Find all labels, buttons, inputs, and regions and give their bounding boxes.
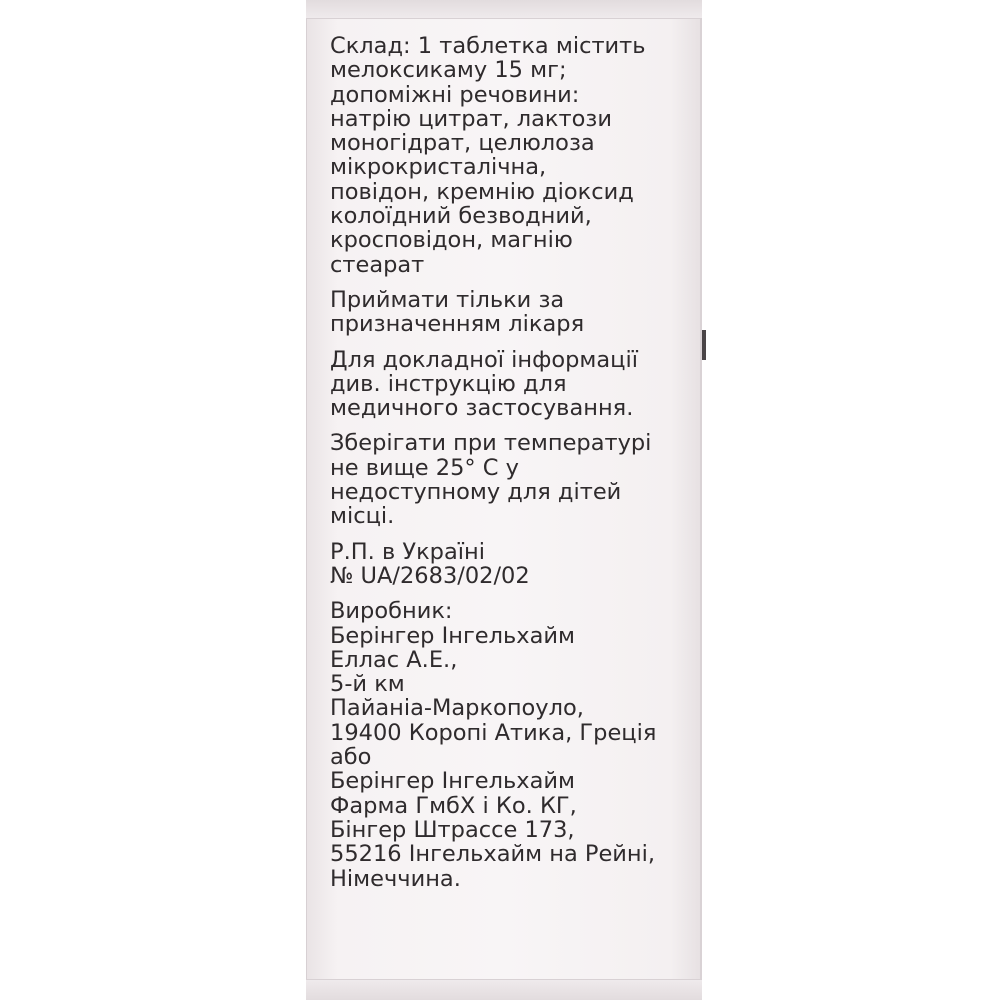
manufacturer-line: Пайаніа-Маркопоуло, xyxy=(330,695,584,722)
package-text xyxy=(330,34,694,902)
manufacturer-line: 19400 Коропі Атика, Греція xyxy=(330,719,657,746)
composition-line: моногідрат, целюлоза xyxy=(330,130,595,157)
prescription-line: Приймати тільки за xyxy=(330,286,565,313)
prescription-section xyxy=(330,288,694,337)
composition-line: кросповідон, магнію xyxy=(330,227,573,254)
manufacturer-line: 5-й км xyxy=(330,671,405,698)
info-section xyxy=(330,348,694,421)
info-line: медичного застосування. xyxy=(330,395,634,422)
manufacturer-line: Фарма ГмбХ і Ко. КГ, xyxy=(330,792,577,819)
manufacturer-line: Берінгер Інгельхайм xyxy=(330,768,575,795)
storage-line: не вище 25° С у xyxy=(330,454,519,481)
composition-line: допоміжні речовини: xyxy=(330,81,580,108)
composition-section xyxy=(330,34,694,277)
manufacturer-line: Еллас А.Е., xyxy=(330,646,458,673)
storage-line: місці. xyxy=(330,503,395,530)
storage-line: Зберігати при температурі xyxy=(330,430,652,457)
registration-number: № UA/2683/02/02 xyxy=(330,562,530,589)
composition-line: Склад: 1 таблетка містить xyxy=(330,33,646,59)
manufacturer-line: або xyxy=(330,744,372,771)
info-line: див. інструкцію для xyxy=(330,370,567,397)
registration-section xyxy=(330,540,694,589)
manufacturer-section xyxy=(330,599,694,891)
medicine-box-side-panel xyxy=(306,0,702,1000)
manufacturer-line: Бінгер Штрассе 173, xyxy=(330,816,575,843)
info-line: Для докладної інформації xyxy=(330,346,638,373)
manufacturer-line: 55216 Інгельхайм на Рейні, xyxy=(330,841,656,868)
composition-line: мелоксикаму 15 мг; xyxy=(330,57,567,84)
box-bottom-flap xyxy=(306,979,702,1000)
prescription-line: призначенням лікаря xyxy=(330,311,585,338)
manufacturer-heading: Виробник: xyxy=(330,598,453,625)
box-edge-shadow xyxy=(702,330,706,360)
registration-line: Р.П. в Україні xyxy=(330,538,485,565)
manufacturer-line: Німеччина. xyxy=(330,865,461,892)
composition-line: повідон, кремнію діоксид xyxy=(330,178,634,205)
composition-line: стеарат xyxy=(330,251,425,278)
box-top-flap xyxy=(306,0,702,19)
composition-line: натрію цитрат, лактози xyxy=(330,105,612,132)
storage-line: недоступному для дітей xyxy=(330,479,622,506)
manufacturer-line: Берінгер Інгельхайм xyxy=(330,622,575,649)
storage-section xyxy=(330,431,694,528)
composition-line: колоїдний безводний, xyxy=(330,203,592,230)
composition-line: мікрокристалічна, xyxy=(330,154,547,181)
